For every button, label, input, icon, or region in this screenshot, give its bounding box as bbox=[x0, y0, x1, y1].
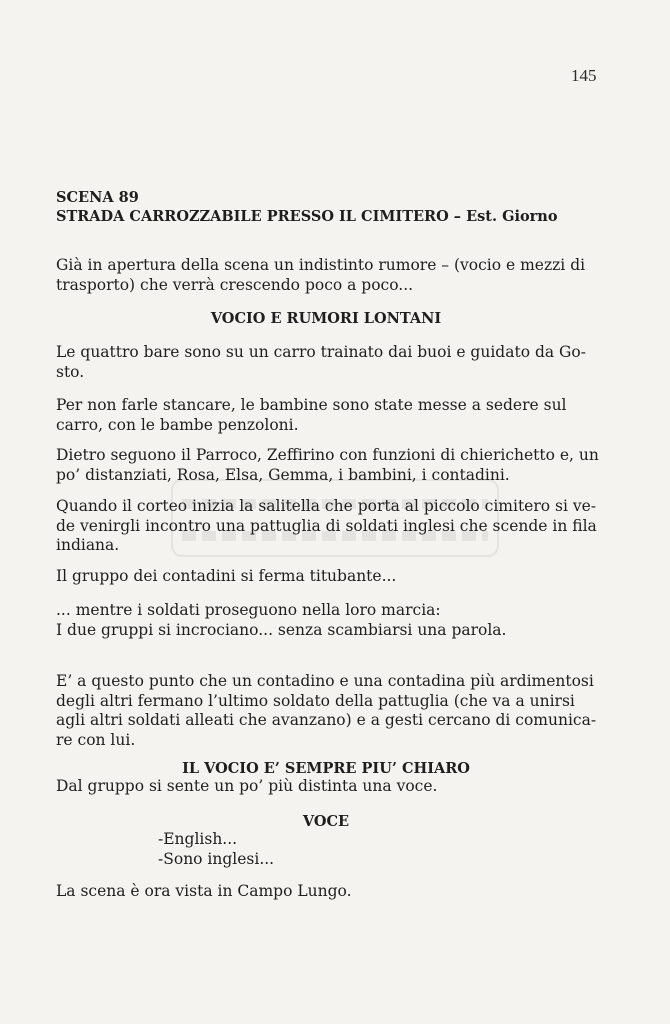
scene-heading bbox=[56, 188, 558, 226]
text-line: agli altri soldati alleati che avanzano) e a gesti cercano di comunica- bbox=[56, 711, 597, 729]
text-line: Dal gruppo si sente un po’ più distinta una voce. bbox=[56, 777, 438, 795]
scene-number: SCENA 89 bbox=[56, 189, 139, 206]
paragraph-long-shot bbox=[56, 882, 596, 902]
page-number: 145 bbox=[571, 66, 597, 85]
paragraph-soldiers bbox=[56, 497, 596, 556]
text-line: Il gruppo dei contadini si ferma titubante... bbox=[56, 567, 397, 585]
paragraph-procession bbox=[56, 446, 599, 485]
dialogue-line: -English... bbox=[158, 830, 238, 848]
text-line: de venirgli incontro una pattuglia di soldati inglesi che scende in fila bbox=[56, 516, 597, 535]
sound-cue-clearer: IL VOCIO E’ SEMPRE PIU’ CHIARO bbox=[182, 760, 470, 777]
scene-location: STRADA CARROZZABILE PRESSO IL CIMITERO – Est. Giorno bbox=[56, 208, 558, 225]
text-line: ... mentre i soldati proseguono nella loro marcia: bbox=[56, 601, 441, 619]
paragraph-march bbox=[56, 601, 596, 640]
text-line: Già in apertura della scena un indistinto rumore – (vocio e mezzi di bbox=[56, 256, 586, 274]
text-line: E’ a questo punto che un contadino e una contadina più ardimentosi bbox=[56, 672, 594, 690]
paragraph-opening bbox=[56, 256, 596, 295]
sound-cue-distant: VOCIO E RUMORI LONTANI bbox=[210, 310, 442, 327]
text-line: Dietro seguono il Parroco, Zeffirino con funzioni di chierichetto e, un bbox=[56, 446, 599, 464]
paragraph-peasants-stop bbox=[56, 567, 596, 587]
text-line: La scena è ora vista in Campo Lungo. bbox=[56, 882, 352, 900]
text-line: degli altri fermano l’ultimo soldato della pattuglia (che va a unirsi bbox=[56, 691, 575, 710]
dialogue-line: -Sono inglesi... bbox=[158, 849, 275, 868]
text-line: indiana. bbox=[56, 536, 120, 554]
dialogue-block bbox=[158, 830, 274, 869]
text-line: Le quattro bare sono su un carro trainato dai buoi e guidato da Go- bbox=[56, 343, 586, 361]
text-line: trasporto) che verrà crescendo poco a poco... bbox=[56, 275, 414, 294]
text-line: I due gruppi si incrociano... senza scambiarsi una parola. bbox=[56, 620, 507, 639]
text-line: carro, con le bambe penzoloni. bbox=[56, 415, 299, 434]
text-line: re con lui. bbox=[56, 730, 136, 749]
text-line: po’ distanziati, Rosa, Elsa, Gemma, i bambini, i contadini. bbox=[56, 465, 510, 484]
text-line: Per non farle stancare, le bambine sono state messe a sedere sul bbox=[56, 396, 567, 414]
paragraph-voice bbox=[56, 777, 596, 797]
paragraph-coffins bbox=[56, 343, 596, 382]
character-name-voce: VOCE bbox=[302, 813, 350, 830]
paragraph-children bbox=[56, 396, 596, 435]
paragraph-communication bbox=[56, 672, 596, 750]
text-line: Quando il corteo inizia la salitella che porta al piccolo cimitero si ve- bbox=[56, 497, 597, 515]
text-line: sto. bbox=[56, 362, 85, 381]
